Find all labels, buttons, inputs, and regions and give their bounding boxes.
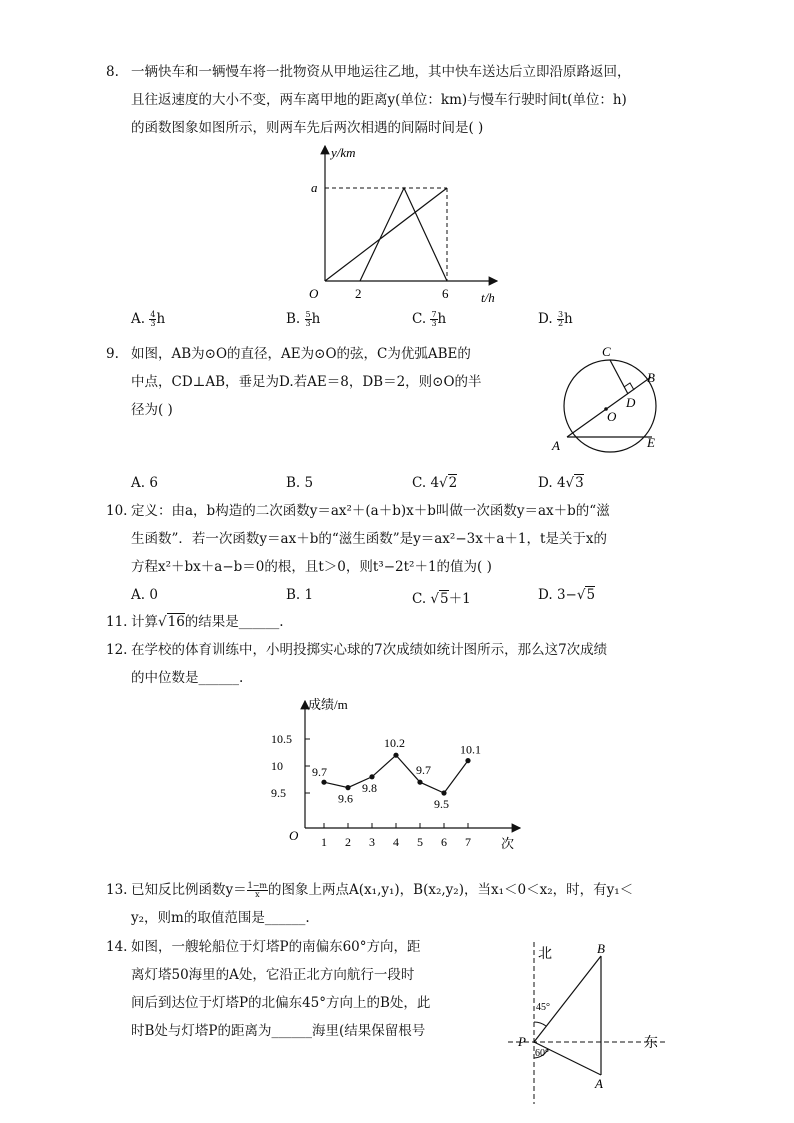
x-tick-label: 6 [441,835,447,849]
data-label: 9.7 [312,765,327,780]
option-label: B. [286,311,301,327]
question-number: 8. [106,64,119,80]
question-text: 一辆快车和一辆慢车将一批物资从甲地运往乙地，其中快车送达后立即沿原路返回， [131,64,631,80]
q9-circle-figure [548,343,673,455]
option-label: A. [131,311,146,327]
angle-45-label: 45° [536,1002,550,1013]
question-text: 的中位数是______. [131,670,244,686]
question-number: 9. [106,346,119,362]
option-label: B. [286,475,301,491]
option-label: A. [131,475,146,491]
question-9 [106,340,531,424]
question-text: 如图，AB为⊙O的直径，AE为⊙O的弦，C为优弧ABE的 [131,346,471,362]
question-text: 离灯塔50海里的A处，它沿正北方向航行一段时 [131,967,415,983]
q12-score-line-chart [268,695,528,855]
option-b[interactable] [286,587,313,603]
question-14 [106,933,481,1045]
data-point [441,790,446,795]
x-axis-label: t/h [481,290,495,305]
denominator: 3 [150,319,156,328]
label-e: E [647,435,655,450]
option-b[interactable] [286,311,320,328]
question-number: 14. [106,939,128,955]
option-c[interactable] [412,311,446,328]
data-label: 9.6 [338,791,353,806]
question-text: 时B处与灯塔P的距离为______海里(结果保留根号 [131,1023,426,1039]
question-12 [106,636,691,692]
label-d: D [626,395,636,410]
option-label: D. [538,311,553,327]
option-a[interactable] [131,587,158,603]
option-label: C. [412,311,427,327]
east-label: 东 [644,1036,658,1051]
numerator: 5 [305,310,311,319]
diameter-ab [567,377,651,437]
y-tick-label: 10 [271,759,283,773]
option-text: 6 [149,475,158,491]
y-tick-label: 10.5 [271,732,292,746]
tick-6: 6 [442,286,449,301]
question-text: 计算√16的结果是______. [131,614,284,630]
x-tick-label: 7 [465,835,471,849]
fraction [305,311,312,328]
data-point [393,753,398,758]
segment-cd [610,360,628,394]
question-text: 径为( ) [131,402,173,418]
unit: h [564,311,573,327]
question-number: 12. [106,642,128,658]
data-point [321,780,326,785]
y-axis-label: y/km [331,145,356,160]
option-label: C. [412,475,427,491]
numerator: 4 [150,310,156,319]
option-label: B. [286,587,301,603]
north-label: 北 [538,947,552,962]
question-text: 且往返速度的大小不变，两车离甲地的距离y(单位：km)与慢车行驶时间t(单位：h) [131,92,627,108]
option-a[interactable] [131,475,158,491]
y-axis-label: 成绩/m [308,697,348,712]
option-text: 0 [149,587,158,603]
fraction [557,311,564,328]
question-text: 生函数”．若一次函数y＝ax＋b的“滋生函数”是y＝ax²−3x＋a＋1，t是关于x的 [131,531,608,547]
option-d[interactable] [538,311,573,328]
question-text [131,876,691,904]
x-tick-label: 4 [393,835,399,849]
y-tick-label: 9.5 [271,786,286,800]
fast-car-line [360,188,447,281]
q8-distance-time-graph [285,140,505,310]
fraction [247,882,268,899]
segment-pb [534,956,601,1042]
x-tick-label: 5 [417,835,423,849]
denominator: 3 [431,319,437,328]
data-point [345,785,350,790]
text-suffix: 的结果是______. [184,614,284,630]
denominator: 3 [305,319,311,328]
option-d[interactable]: D. 3−√5 [538,587,596,603]
option-b[interactable] [286,475,313,491]
radicand: 2 [448,475,458,491]
question-13 [106,876,691,932]
slow-car-line [325,188,447,281]
option-c[interactable]: C. 4√2 [412,475,458,491]
origin-label: O [309,286,319,301]
unit: h [311,311,321,327]
text-prefix: 已知反比例函数y＝ [131,882,247,898]
question-10 [106,497,691,581]
label-a: A [552,438,560,453]
option-text: 4 [556,475,566,491]
label-a: A [595,1076,603,1091]
unit: h [437,311,447,327]
numerator: 7 [431,310,437,319]
x-axis-label: 次 [501,836,515,851]
question-8 [106,58,691,142]
radicand: 16 [167,614,185,630]
origin-label: O [289,828,299,843]
question-text: 中点，CD⊥AB，垂足为D.若AE＝8，DB＝2，则⊙O的半 [131,374,482,390]
x-tick-label: 3 [369,835,375,849]
question-number: 11. [106,614,128,630]
question-text: 间后到达位于灯塔P的北偏东45°方向上的B处，此 [131,995,431,1011]
option-text: 4 [430,475,440,491]
option-text: ＋1 [448,591,471,607]
unit: h [156,311,166,327]
q14-lighthouse-figure [506,938,670,1106]
option-label: A. [131,587,146,603]
tick-2: 2 [355,286,362,301]
question-text: 的函数图象如图所示，则两车先后两次相遇的间隔时间是( ) [131,120,484,136]
data-label: 9.8 [362,780,377,795]
a-label: a [311,180,318,195]
question-text: 方程x²＋bx＋a−b＝0的根，且t＞0，则t³−2t²＋1的值为( ) [131,559,492,575]
x-tick-label: 1 [321,835,327,849]
label-b: B [597,941,605,956]
question-text: 如图，一艘轮船位于灯塔P的南偏东60°方向，距 [131,939,421,955]
option-text: 3− [556,587,577,603]
question-text: 定义：由a，b构造的二次函数y＝ax²＋(a＋b)x＋b叫做一次函数y＝ax＋b的“滋 [131,503,610,519]
x-tick-label: 2 [345,835,351,849]
question-text: y₂，则m的取值范围是______. [131,910,310,926]
radicand: 5 [586,587,596,603]
denominator: 2 [557,319,564,328]
radicand: 5 [440,591,449,607]
denominator: x [255,890,260,899]
option-d[interactable]: D. 4√3 [538,475,584,491]
numerator: 1−m [247,881,268,890]
question-number: 13. [106,882,128,898]
question-text: 在学校的体育训练中，小明投掷实心球的7次成绩如统计图所示，那么这7次成绩 [131,642,608,658]
label-o: O [607,409,617,424]
question-11 [106,608,691,636]
option-label: C. [412,591,427,607]
numerator: 3 [557,310,564,319]
label-c: C [602,344,611,359]
label-b: B [647,370,655,385]
angle-60-label: 60° [535,1048,549,1059]
data-point [369,774,374,779]
option-text: 5 [304,475,314,491]
option-text: 1 [304,587,314,603]
data-point [417,780,422,785]
option-c[interactable]: C. √5＋1 [412,591,471,607]
data-point [465,758,470,763]
option-label: D. [538,475,553,491]
data-label: 10.1 [460,742,481,757]
text-suffix: 的图象上两点A(x₁,y₁)，B(x₂,y₂)，当x₁＜0＜x₂，时，有y₁＜ [268,882,634,898]
angle-45-arc [534,1022,546,1026]
fraction [430,311,437,328]
radicand: 3 [575,475,584,491]
option-label: D. [538,587,553,603]
data-label: 10.2 [384,736,405,751]
option-a[interactable] [131,311,165,328]
text-prefix: 计算 [131,614,158,630]
data-label: 9.5 [434,797,449,811]
question-number: 10. [106,503,128,519]
data-label: 9.7 [416,763,431,778]
label-p: P [518,1034,526,1049]
